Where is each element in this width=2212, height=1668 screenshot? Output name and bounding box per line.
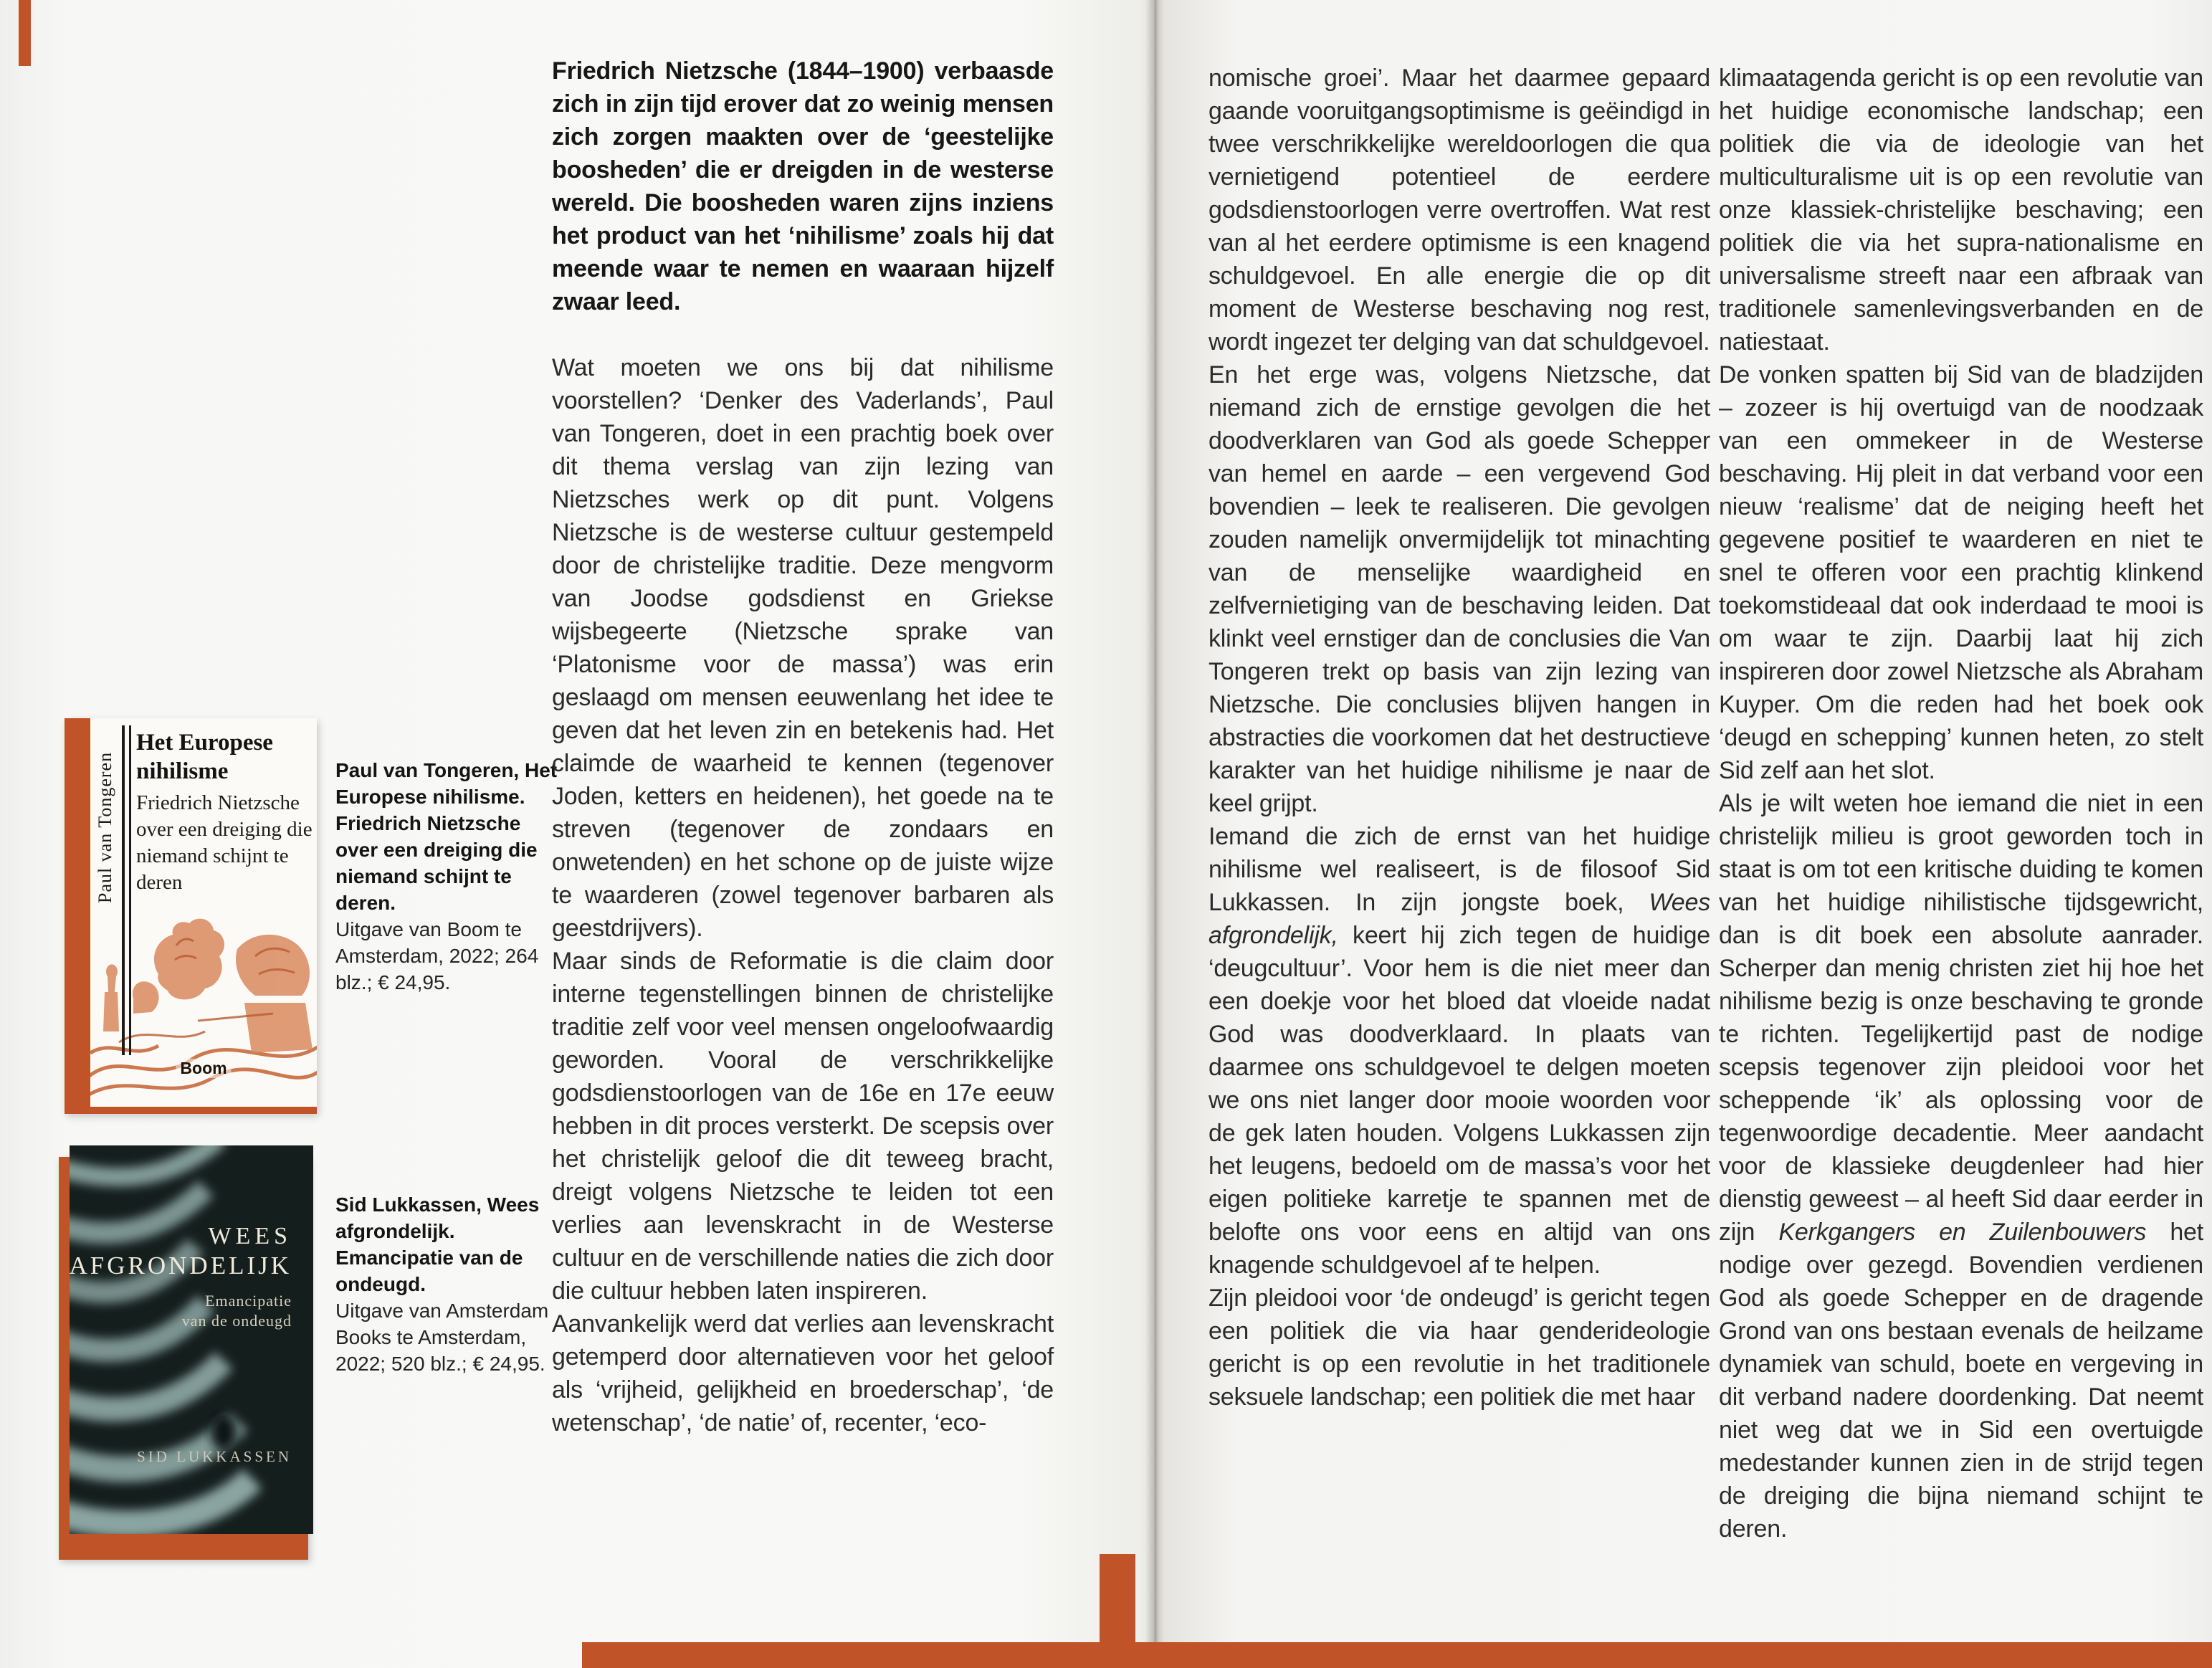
book1-cover-face (90, 718, 317, 1107)
paragraph-segment: het nodige over gezegd. Bovendien verdienen God als goede Schepper en de dragende Grond van ons bestaan evenals de heilzame dynamiek van schuld, boete en vergeving in dit verband nadere doordenking. Dat neemt niet weg dat we in Sid een overtuigde medestander kunnen zien in de strijd tegen de dreiging die bijna niemand schijnt te deren. (1719, 1219, 2203, 1543)
book2-caption-regular: Uitgave van Amsterdam Books te Amsterdam, 2022; 520 blz.; € 24,95. (335, 1300, 549, 1375)
book1-double-rule (122, 725, 131, 1055)
article-paragraph: De vonken spatten bij Sid van de bladzijden – zozeer is hij overtuigd van de noodzaak van een ommekeer in de Westerse beschaving. Hij pleit in dat verband voor een nieuw ‘realisme’ dat de neiging heeft het gegevene positief te waarderen en niet te snel te offeren voor een prachtig klinkend toekomstideaal dat ook inderdaad te mooi is om waar te zijn. Daarbij laat hij zich inspireren door zowel Nietzsche als Abraham Kuyper. Om die reden had het boek ook ‘deugd en schepping’ kunnen heten, zo stelt Sid zelf aan het slot. (1719, 361, 2203, 784)
article-column-right-2 (1719, 62, 2203, 1545)
book1-caption (335, 757, 559, 996)
article-paragraph: Zijn pleidooi voor ‘de ondeugd’ is gericht tegen een politiek die via haar genderideologie gericht is op een revolutie in het traditionele seksuele landschap; een politiek die met haar (1209, 1285, 1710, 1411)
book2-author: SID LUKKASSEN (137, 1448, 292, 1465)
article-paragraph: Maar sinds de Reformatie is die claim door interne tegenstellingen binnen de christelijke traditie zelf voor veel mensen ongeloofwaardig geworden. Vooral de verschrikkelijke godsdienstoorlogen van de 16e en 17e eeuw hebben in dit proces versterkt. De scepsis over het christelijk geloof die dit teweeg bracht, dreigt volgens Nietzsche te leiden tot een verlies aan levenskracht in de Westerse cultuur en de verschillende naties die zich door die cultuur hebben laten inspireren. (552, 948, 1054, 1305)
article-paragraph: Aanvankelijk werd dat verlies aan levenskracht getemperd door alternatieven voor het geloof als ‘vrijheid, gelijkheid en broederschap’, ‘de wetenschap’, ‘de natie’ of, recenter, ‘eco- (552, 1310, 1054, 1436)
article-intro: Friedrich Nietzsche (1844–1900) verbaasde zich in zijn tijd erover dat zo weinig mensen zich zorgen maakten over de ‘geestelijke boosheden’ die er dreigden in de westerse wereld. Die boosheden waren zijns inziens het product van het ‘nihilisme’ zoals hij dat meende waar te nemen en waaraan hijzelf zwaar leed. (552, 57, 1054, 315)
article-paragraph (1719, 787, 2203, 1545)
book2-subtitle-line2: van de ondeugd (181, 1312, 292, 1330)
paragraph-segment: Iemand die zich de ernst van het huidige nihilisme wel realiseert, is de filosoof Sid Lukkassen. In zijn jongste boek, (1209, 823, 1710, 916)
article-paragraph: nomische groei’. Maar het daarmee gepaard gaande vooruitgangsoptimisme is geëindigd in twee verschrikkelijke wereldoorlogen die qua vernietigend potentieel de eerdere godsdienstoorlogen verre overtroffen. Wat rest van al het eerdere optimisme is een knagend schuldgevoel. En alle energie die op dit moment de Westerse beschaving nog rest, wordt ingezet ter delging van dat schuldgevoel. (1209, 65, 1710, 356)
book1-caption-regular: Uitgave van Boom te Amsterdam, 2022; 264 blz.; € 24,95. (335, 918, 539, 993)
book2-title-line1: WEES (208, 1223, 292, 1249)
page-fold-shadow (1145, 0, 1164, 1668)
book1-subtitle: Friedrich Nietzsche over een dreiging die niemand schijnt te deren (136, 791, 313, 894)
article-column-right-1 (1209, 62, 1710, 1414)
book1-title: Het Europese nihilisme (136, 730, 273, 784)
book-title-italic: Kerkgangers en Zuilenbouwers (1778, 1219, 2147, 1246)
paragraph-segment: keert hij zich tegen de huidige ‘deugcultuur’. Voor hem is die niet meer dan een doekje voor het bloed dat vloeide nadat God was doodverklaard. In plaats van daarmee ons schuldgevoel te delgen moeten we ons niet langer door mooie woorden voor de gek laten houden. Volgens Lukkassen zijn het leugens, bedoeld om de massa’s voor het eigen politieke karretje te spannen met de belofte ons voor eens en altijd van ons knagende schuldgevoel af te helpen. (1209, 922, 1710, 1279)
book1-caption-bold: Paul van Tongeren, Het Europese nihilisme. Friedrich Nietzsche over een dreiging die niemand schijnt te deren. (335, 759, 558, 914)
bottom-orange-bar (582, 1642, 2212, 1668)
orange-top-tick (19, 0, 31, 66)
article-paragraph: En het erge was, volgens Nietzsche, dat niemand zich de ernstige gevolgen die het doodverklaren van God als goede Schepper van hemel en aarde – een vergevend God bovendien – leek te realiseren. Die gevolgen zouden namelijk onvermijdelijk tot minachting van de menselijke waardigheid en zelfvernietiging van de beschaving leiden. Dat klinkt veel ernstiger dan de conclusies die Van Tongeren trekt op basis van zijn lezing van Nietzsche. Die conclusies blijven hangen in abstracties die voorkomen dat het destructieve karakter van het huidige nihilisme je naar de keel grijpt. (1209, 361, 1710, 817)
book-cover-het-europese-nihilisme (65, 718, 317, 1114)
article-paragraph (1209, 820, 1710, 1282)
article-column-left (552, 54, 1054, 1439)
boom-publisher-logo: Boom (176, 1059, 231, 1078)
book2-title-line2: AFGRONDELIJK (70, 1252, 292, 1279)
book1-author-vertical: Paul van Tongeren (95, 751, 115, 903)
paragraph-segment: Als je wilt weten hoe iemand die niet in een christelijk milieu is groot geworden toch in staat is om tot een kritische duiding te komen van het huidige nihilistische tijdsgewricht, dan is dit boek een absolute aanrader. Scherper dan menig christen ziet hij hoe het nihilisme bezig is onze beschaving te gronde te richten. Tegelijkertijd past de nodige scepsis tegenover zijn pleidooi voor het scheppende ‘ik’ als oplossing voor de tegenwoordige decadentie. Meer aandacht voor de klassieke deugdenleer had hier dienstig geweest – al heeft Sid daar eerder in zijn (1719, 790, 2203, 1246)
book2-caption (335, 1191, 559, 1377)
article-paragraph: Wat moeten we ons bij dat nihilisme voorstellen? ‘Denker des Vaderlands’, Paul van Tongeren, doet in een prachtig boek over dit thema verslag van zijn lezing van Nietzsches werk op dit punt. Volgens Nietzsche is de westerse cultuur gestempeld door de christelijke traditie. Deze mengvorm van Joodse godsdienst en Griekse wijsbegeerte (Nietzsche sprake van ‘Platonisme voor de massa’) was erin geslaagd om mensen eeuwenlang het idee te geven dat het leven zin en betekenis had. Het claimde de waarheid te kennen (tegenover Joden, ketters en heidenen), het goede na te streven (tegenover de zondaars en onwetenden) en het schone op de juiste wijze te waarderen (zowel tegenover barbaren als geestdrijvers). (552, 354, 1054, 942)
book2-caption-bold: Sid Lukkassen, Wees afgrondelijk. Emancipatie van de ondeugd. (335, 1193, 540, 1295)
article-paragraph: klimaatagenda gericht is op een revolutie van het huidige economische landschap; een politiek die via de ideologie van het multiculturalisme uit is op een revolutie van onze klassiek-christelijke beschaving; een politiek die via het supra-nationalisme en universalisme streeft naar een afbraak van traditionele samenlevingsverbanden en de natiestaat. (1719, 65, 2203, 356)
book2-subtitle-line1: Emancipatie (205, 1292, 292, 1310)
book-title-italic: Wees afgrondelijk, (1209, 889, 1710, 949)
book-cover-wees-afgrondelijk (70, 1145, 313, 1534)
drapery-waves-illustration (70, 1145, 313, 1534)
